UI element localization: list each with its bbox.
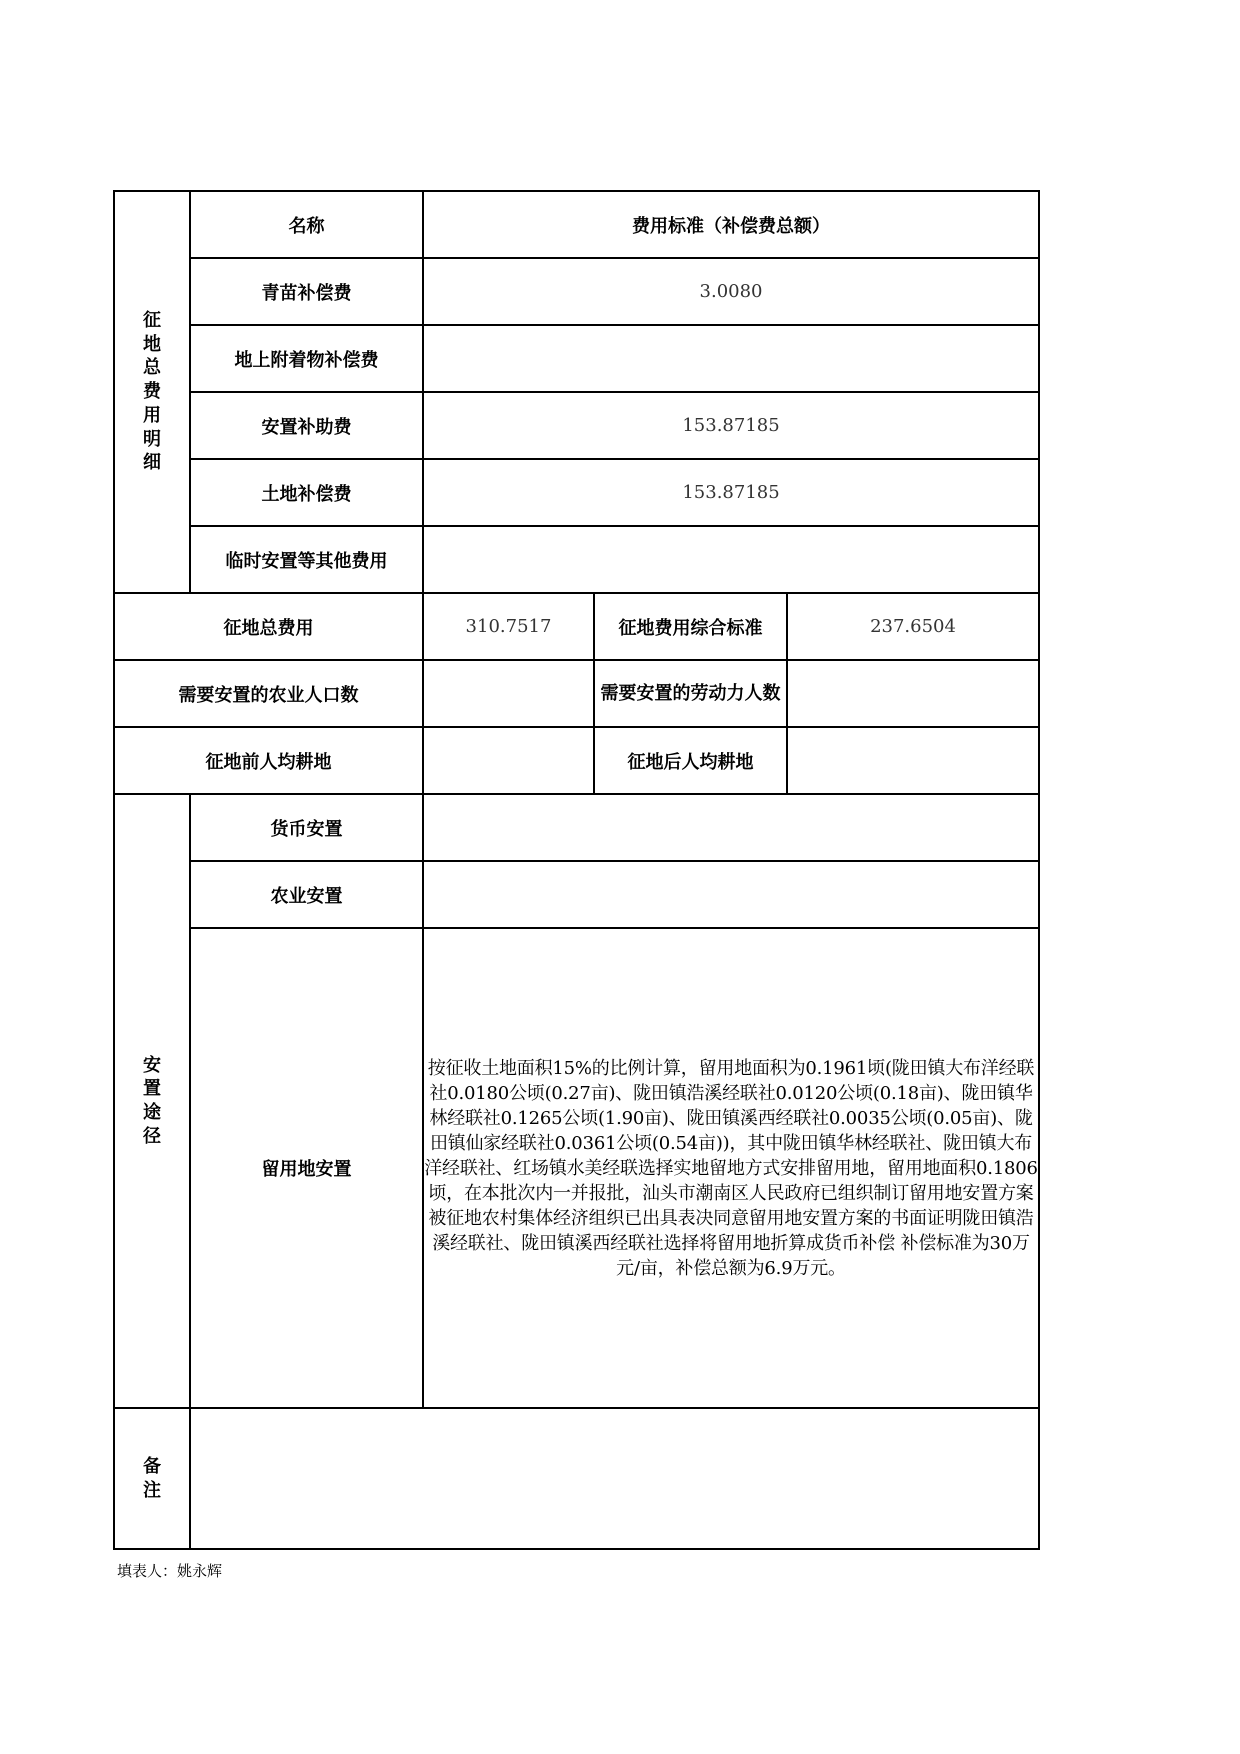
row-label-attachments: 地上附着物补偿费 xyxy=(190,325,423,392)
resettle-value-agriculture xyxy=(423,861,1039,928)
resettle-value-reserved-land: 按征收土地面积15%的比例计算，留用地面积为0.1961顷(陇田镇大布洋经联社0.0180公顷(0.27亩)、陇田镇浩溪经联社0.0120公顷(0.18亩)、陇田镇华林经联社0.1265公顷(1.90亩)、陇田镇溪西经联社0.0035公顷(0.05亩)、陇田镇仙家经联社0.0361公顷(0.54亩))，其中陇田镇华林经联社、陇田镇大布洋经联社、红场镇水美经联选择实地留地方式安排留用地，留用地面积0.1806顷，在本批次内一并报批，汕头市潮南区人民政府已组织制订留用地安置方案 被征地农村集体经济组织已出具表决同意留用地安置方案的书面证明陇田镇浩溪经联社、陇田镇溪西经联社选择将留用地折算成货币补偿 补偿标准为30万元/亩，补偿总额为6.9万元。 xyxy=(423,928,1039,1408)
row-value-other-costs xyxy=(423,526,1039,593)
comprehensive-standard-label: 征地费用综合标准 xyxy=(594,593,787,660)
remarks-label: 备注 xyxy=(114,1408,190,1549)
header-standard: 费用标准（补偿费总额） xyxy=(423,191,1039,258)
row-value-land-compensation: 153.87185 xyxy=(423,459,1039,526)
compensation-table xyxy=(113,190,1040,1550)
row-label-seedling: 青苗补偿费 xyxy=(190,258,423,325)
form-filler: 填表人：姚永辉 xyxy=(117,1562,223,1580)
farmland-before-value xyxy=(423,727,594,794)
row-value-attachments xyxy=(423,325,1039,392)
comprehensive-standard-value: 237.6504 xyxy=(787,593,1039,660)
resettle-label-agriculture: 农业安置 xyxy=(190,861,423,928)
section-resettle-label: 安置途径 xyxy=(114,794,190,1408)
row-value-resettle-subsidy: 153.87185 xyxy=(423,392,1039,459)
resettle-label-reserved-land: 留用地安置 xyxy=(190,928,423,1408)
compensation-form xyxy=(113,190,1038,1545)
labor-label: 需要安置的劳动力人数 xyxy=(594,660,787,727)
header-name: 名称 xyxy=(190,191,423,258)
labor-value xyxy=(787,660,1039,727)
total-value: 310.7517 xyxy=(423,593,594,660)
section-land-cost-label: 征地总费用明细 xyxy=(114,191,190,593)
resettle-label-monetary: 货币安置 xyxy=(190,794,423,861)
row-label-land-compensation: 土地补偿费 xyxy=(190,459,423,526)
remarks-value xyxy=(190,1408,1039,1549)
farmland-before-label: 征地前人均耕地 xyxy=(114,727,423,794)
row-label-resettle-subsidy: 安置补助费 xyxy=(190,392,423,459)
resettle-value-monetary xyxy=(423,794,1039,861)
farmland-after-value xyxy=(787,727,1039,794)
total-label: 征地总费用 xyxy=(114,593,423,660)
row-value-seedling: 3.0080 xyxy=(423,258,1039,325)
row-label-other-costs: 临时安置等其他费用 xyxy=(190,526,423,593)
population-value xyxy=(423,660,594,727)
population-label: 需要安置的农业人口数 xyxy=(114,660,423,727)
farmland-after-label: 征地后人均耕地 xyxy=(594,727,787,794)
